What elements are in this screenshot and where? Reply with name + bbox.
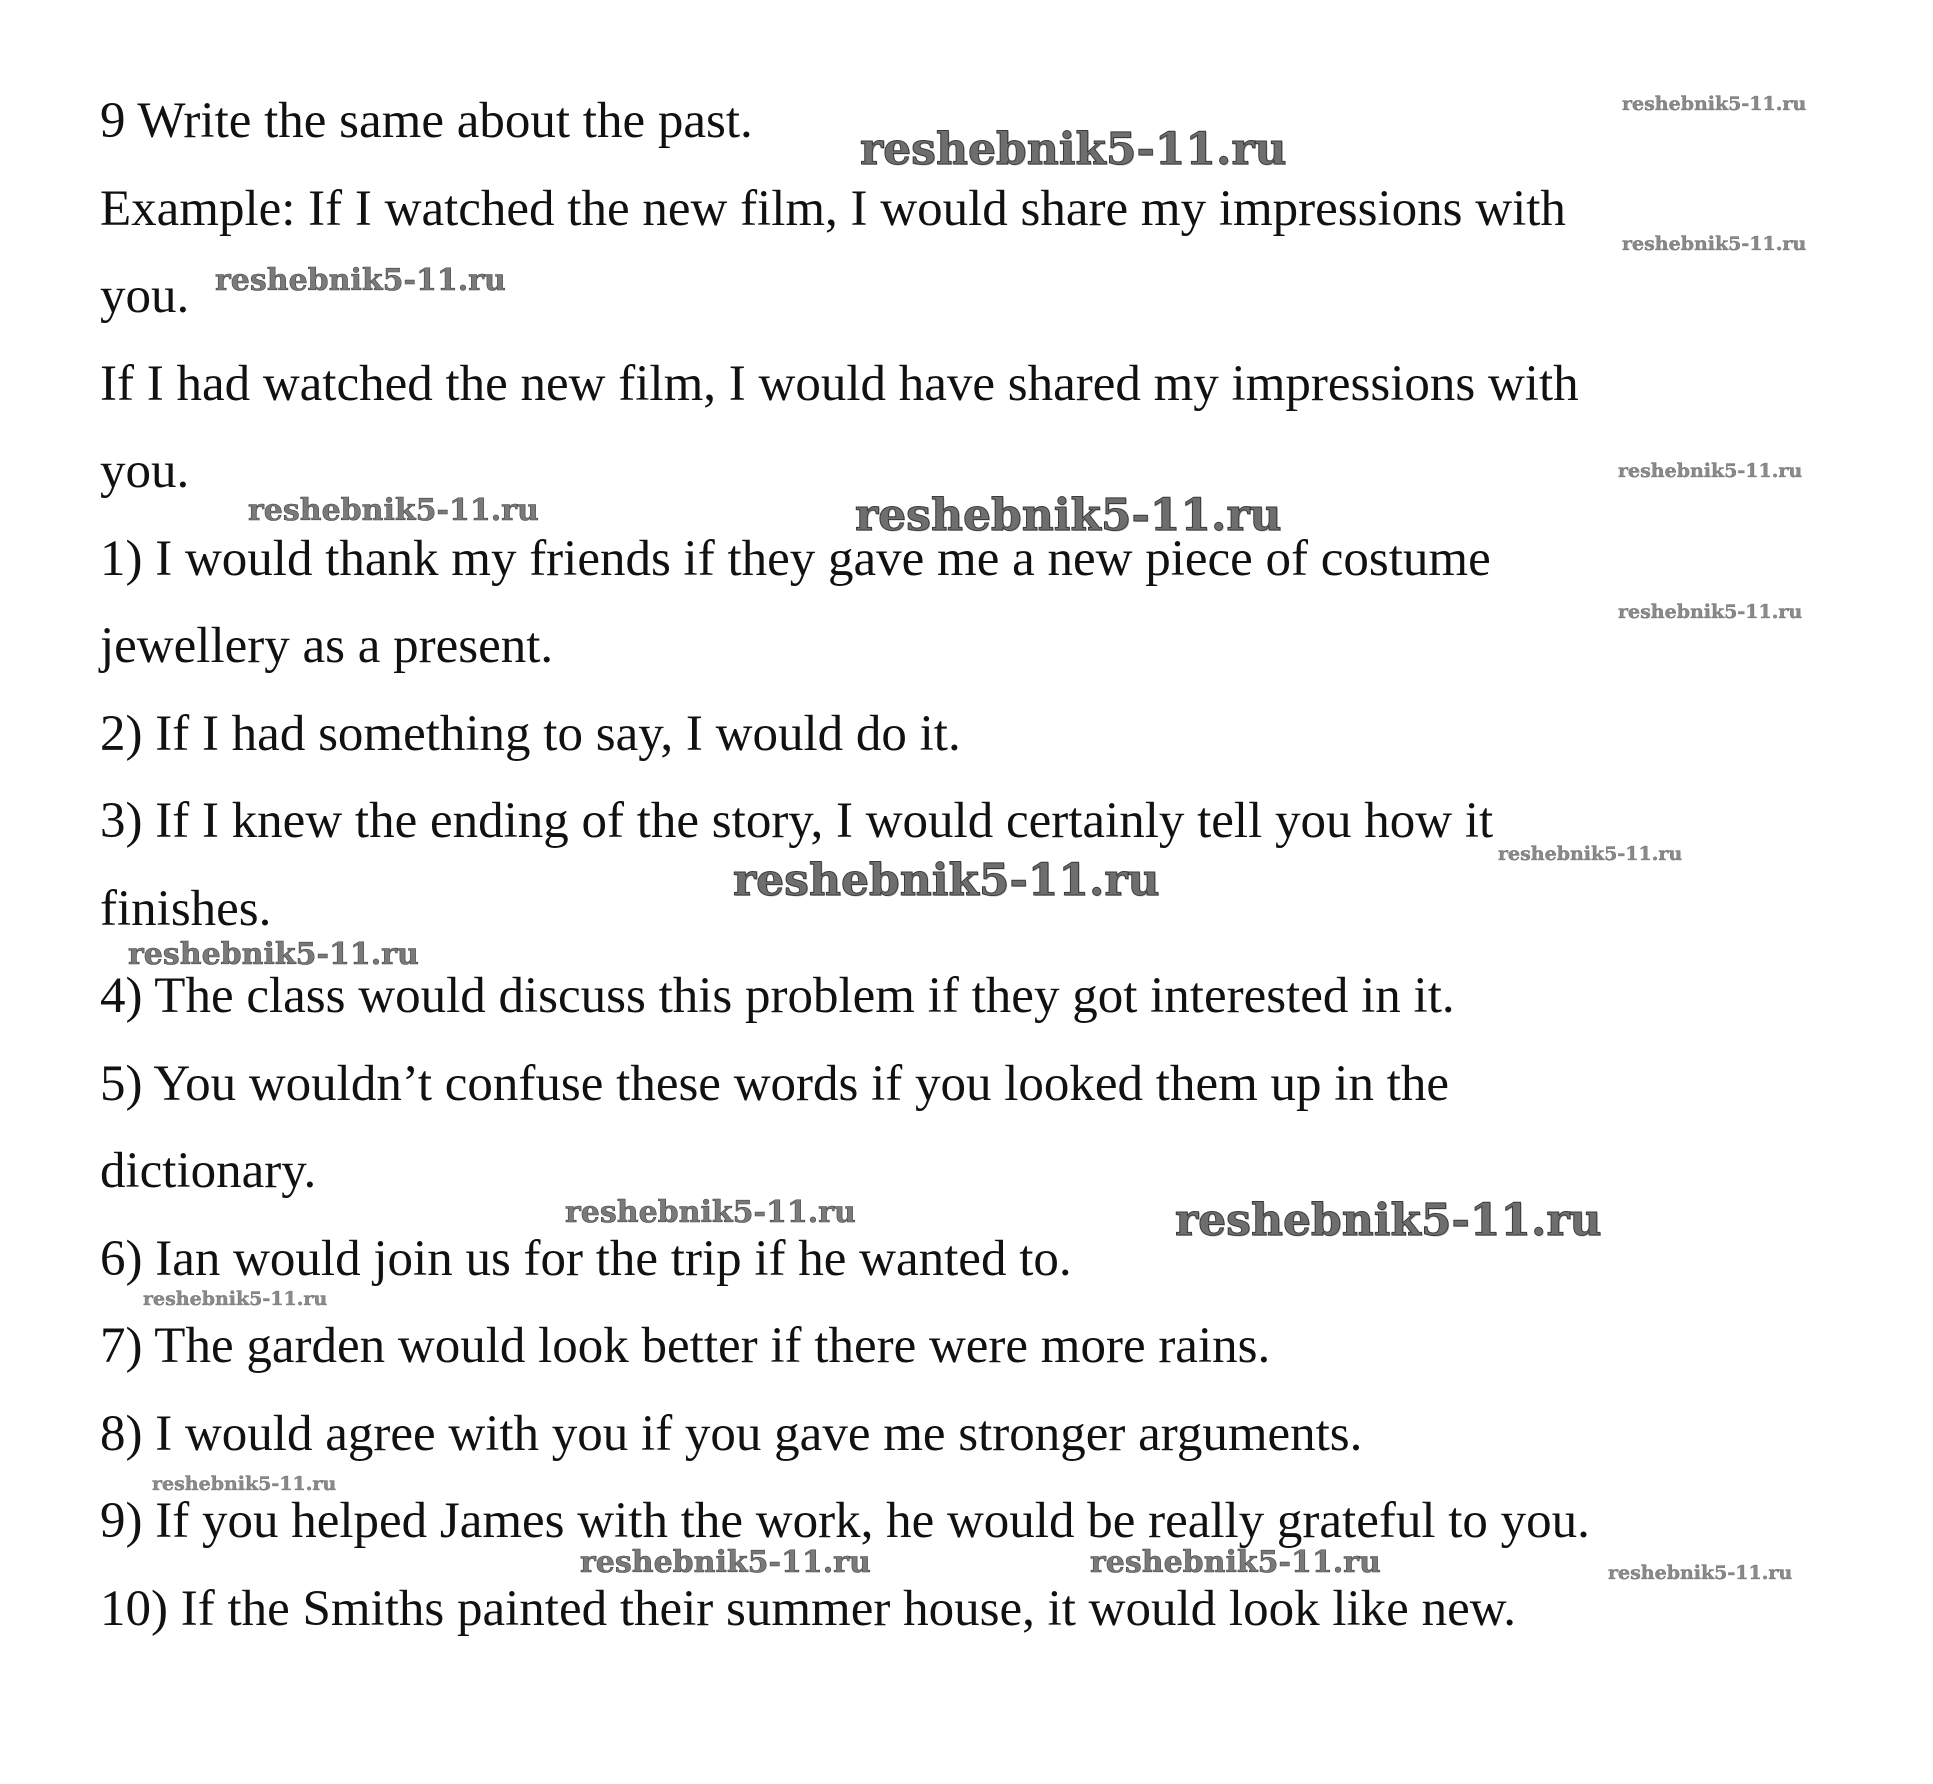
watermark: reshebnik5-11.ru	[733, 855, 1160, 906]
exercise-item: 4) The class would discuss this problem if they got interested in it.	[100, 968, 1455, 1024]
watermark: reshebnik5-11.ru	[1622, 93, 1807, 115]
watermark: reshebnik5-11.ru	[1618, 460, 1803, 482]
watermark: reshebnik5-11.ru	[1608, 1562, 1793, 1584]
exercise-item: 9) If you helped James with the work, he would be really grateful to you.	[100, 1493, 1590, 1549]
exercise-item: 8) I would agree with you if you gave me stronger arguments.	[100, 1405, 1363, 1462]
watermark: reshebnik5-11.ru	[565, 1195, 856, 1230]
watermark: reshebnik5-11.ru	[855, 490, 1282, 541]
exercise-item: 2) If I had something to say, I would do it.	[100, 705, 961, 762]
exercise-heading: 9 Write the same about the past.	[100, 93, 753, 149]
example-line: Example: If I watched the new film, I would share my impressions with	[100, 180, 1566, 237]
watermark: reshebnik5-11.ru	[860, 124, 1287, 175]
watermark: reshebnik5-11.ru	[580, 1545, 871, 1580]
example-line: you.	[100, 268, 190, 324]
watermark: reshebnik5-11.ru	[143, 1288, 328, 1310]
exercise-item: 6) Ian would join us for the trip if he wanted to.	[100, 1230, 1072, 1287]
watermark: reshebnik5-11.ru	[152, 1473, 337, 1495]
watermark: reshebnik5-11.ru	[1498, 843, 1683, 865]
exercise-item: 7) The garden would look better if there were more rains.	[100, 1318, 1271, 1374]
watermark: reshebnik5-11.ru	[1090, 1545, 1381, 1580]
watermark: reshebnik5-11.ru	[1175, 1195, 1602, 1246]
exercise-item: 5) You wouldn’t confuse these words if you looked them up in the	[100, 1055, 1450, 1112]
example-answer-line: you.	[100, 443, 190, 499]
watermark: reshebnik5-11.ru	[1618, 601, 1803, 623]
exercise-item: 3) If I knew the ending of the story, I would certainly tell you how it	[100, 793, 1494, 849]
exercise-item: 1) I would thank my friends if they gave me a new piece of costume	[100, 530, 1491, 587]
exercise-item: jewellery as a present.	[100, 618, 554, 674]
exercise-item: 10) If the Smiths painted their summer house, it would look like new.	[100, 1580, 1516, 1637]
watermark: reshebnik5-11.ru	[1622, 233, 1807, 255]
watermark: reshebnik5-11.ru	[215, 263, 506, 298]
exercise-item: dictionary.	[100, 1143, 317, 1199]
watermark: reshebnik5-11.ru	[128, 937, 419, 972]
exercise-item: finishes.	[100, 880, 272, 937]
watermark: reshebnik5-11.ru	[248, 493, 539, 528]
example-answer-line: If I had watched the new film, I would have shared my impressions with	[100, 355, 1579, 412]
